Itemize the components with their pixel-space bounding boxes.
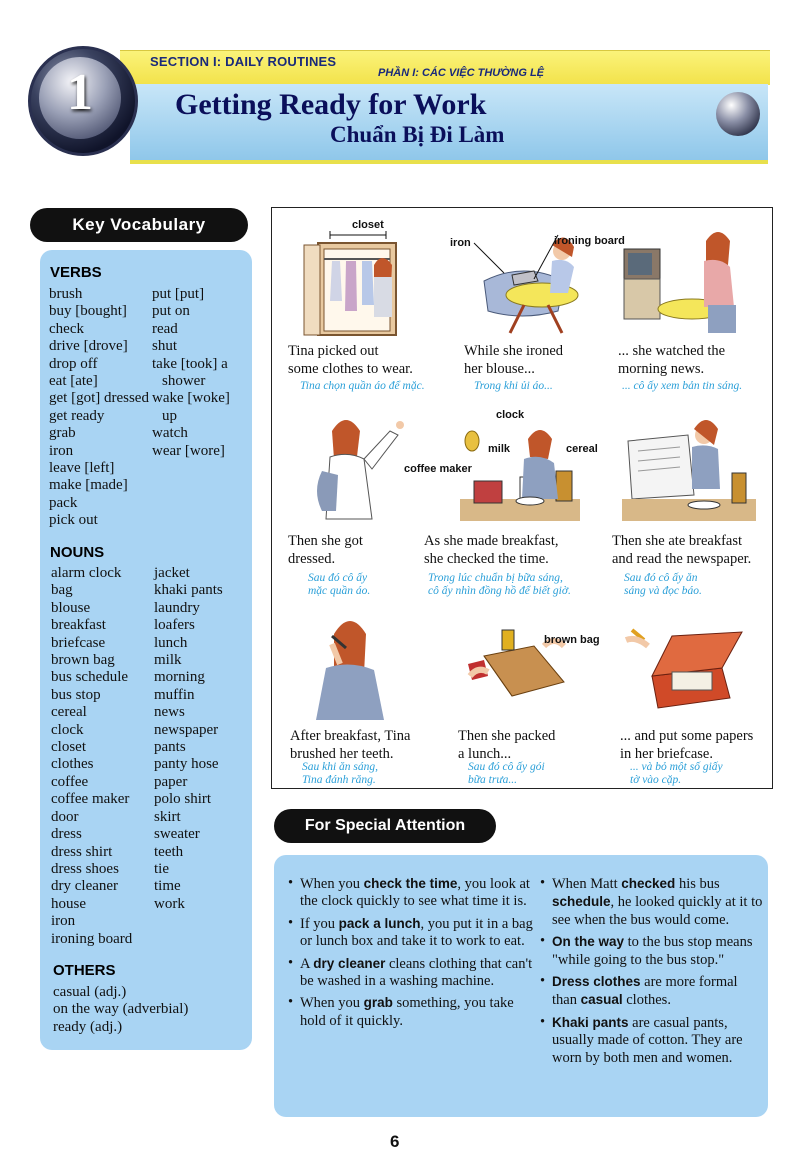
list-item: polo shirt	[154, 791, 212, 808]
page-number: 6	[390, 1132, 400, 1151]
list-item: dry cleaner	[51, 878, 119, 895]
list-item: make [made]	[49, 477, 128, 494]
list-item: alarm clock	[51, 565, 122, 581]
list-item: news	[154, 704, 185, 721]
caption-line: some clothes to wear.	[288, 360, 413, 377]
others-heading: OTHERS	[53, 962, 116, 979]
packing-lunch-illustration	[454, 606, 604, 724]
list-item: • When Matt checked his bus schedule, he looked quickly at it to see when the bus would come.	[540, 875, 763, 928]
caption-line: in her briefcase.	[620, 745, 713, 762]
page-subtitle: Chuẩn Bị Đi Làm	[330, 122, 505, 147]
caption-en	[620, 728, 780, 763]
caption-line: Tina chọn quần áo để mặc.	[300, 380, 425, 392]
story-cell-2	[448, 213, 625, 405]
caption-line: brushed her teeth.	[290, 745, 394, 762]
caption-en	[612, 533, 772, 568]
watching-news-illustration	[612, 221, 762, 339]
list-item: ready (adj.)	[53, 1018, 123, 1035]
page-title: Getting Ready for Work	[175, 88, 487, 121]
list-item: coffee	[51, 773, 89, 790]
label-ironing-board: ironing board	[554, 235, 625, 247]
list-item: briefcase	[51, 634, 106, 651]
list-item: brown bag	[51, 652, 115, 669]
caption-line: Trong lúc chuẩn bị bữa sáng,	[428, 572, 563, 584]
list-item: dress	[51, 826, 82, 843]
list-item: • A dry cleaner cleans clothing that can't be washed in a washing machine.	[288, 954, 533, 990]
list-item: put [put]	[152, 286, 205, 302]
caption-en	[290, 728, 450, 763]
list-item: • On the way to the bus stop means "while going to the bus stop."	[540, 933, 753, 968]
list-item: up	[162, 407, 177, 424]
list-item: • Dress clothes are more formal than casual clothes.	[540, 973, 738, 1009]
list-item: watch	[152, 425, 188, 442]
list-item: read	[152, 320, 178, 337]
caption-en	[288, 343, 448, 378]
label-coffee-maker: coffee maker	[404, 463, 472, 475]
list-item: sweater	[154, 826, 200, 843]
nouns-list-col2	[154, 565, 223, 913]
caption-en	[464, 343, 624, 378]
bullet: •	[288, 914, 294, 931]
bullet: •	[288, 875, 294, 891]
caption-line: and read the newspaper.	[612, 550, 752, 567]
list-item: leave [left]	[49, 460, 115, 477]
caption-line: morning news.	[618, 360, 705, 377]
caption-vi	[308, 572, 370, 598]
caption-vi	[624, 572, 702, 598]
caption-vi	[300, 380, 425, 393]
story-cell-6	[602, 403, 768, 595]
bullet: •	[540, 973, 546, 990]
label-iron: iron	[450, 237, 471, 249]
story-cell-8	[448, 598, 614, 790]
list-item: • If you pack a lunch, you put it in a bag or lunch box and take it to work to eat.	[288, 914, 533, 950]
list-item: on the way (adverbial)	[53, 1001, 189, 1018]
list-item: khaki pants	[154, 582, 223, 599]
key-vocabulary-heading: Key Vocabulary	[30, 208, 248, 242]
list-item: house	[51, 895, 86, 912]
caption-line: Sau đó cô ấy	[308, 572, 368, 584]
list-item: iron	[51, 913, 76, 930]
list-item: ironing board	[51, 930, 133, 947]
story-cell-1	[282, 213, 448, 405]
caption-line: bữa trưa...	[468, 774, 517, 786]
story-cell-5	[404, 403, 598, 597]
list-item: pack	[49, 494, 78, 511]
list-item: time	[154, 878, 181, 895]
list-item: loafers	[154, 617, 195, 634]
special-attention-col2	[540, 875, 766, 1071]
bullet: •	[540, 933, 546, 950]
list-item: coffee maker	[51, 791, 130, 808]
decorative-orb-icon	[716, 92, 760, 136]
bullet: •	[288, 954, 294, 971]
list-item: milk	[154, 652, 182, 669]
caption-line: Trong khi ủi áo...	[474, 380, 553, 392]
caption-line: she checked the time.	[424, 550, 549, 567]
list-item: take [took] a	[152, 355, 228, 372]
list-item: door	[51, 808, 79, 825]
story-panel	[271, 207, 773, 789]
caption-line: Then she ate breakfast	[612, 533, 743, 549]
list-item: iron	[49, 442, 74, 459]
list-item: drive [drove]	[49, 338, 128, 355]
caption-vi	[468, 761, 545, 787]
list-item: bus schedule	[51, 669, 129, 686]
caption-en	[424, 533, 584, 568]
list-item: dress shirt	[51, 843, 113, 860]
caption-line: While she ironed	[464, 343, 564, 359]
bullet: •	[540, 875, 546, 891]
caption-line: tờ vào cặp.	[630, 774, 682, 786]
caption-line: Then she packed	[458, 728, 556, 744]
list-item: dress shoes	[51, 860, 119, 877]
section-title-en: SECTION I: DAILY ROUTINES	[150, 54, 337, 69]
caption-line: Sau đó cô ấy gói	[468, 761, 545, 773]
story-cell-7	[282, 598, 448, 790]
list-item: newspaper	[154, 721, 219, 738]
list-item: buy [bought]	[49, 303, 127, 320]
list-item: • Khaki pants are casual pants, usually made of cotton. They are worn by both men and women.	[540, 1013, 743, 1066]
reading-newspaper-illustration	[608, 411, 758, 529]
caption-vi	[428, 572, 571, 598]
list-item: brush	[49, 286, 83, 302]
caption-line: Sau khi ăn sáng,	[302, 761, 379, 773]
caption-vi	[474, 380, 553, 393]
briefcase-illustration	[612, 606, 762, 724]
list-item: morning	[154, 669, 205, 686]
list-item: bus stop	[51, 686, 101, 703]
story-cell-9	[606, 598, 772, 790]
list-item: shower	[162, 373, 206, 390]
caption-line: After breakfast, Tina	[290, 728, 411, 744]
list-item: put on	[152, 303, 190, 320]
nouns-list-col1	[51, 565, 132, 948]
label-milk: milk	[488, 443, 511, 455]
list-item: closet	[51, 739, 86, 756]
special-attention-heading: For Special Attention	[274, 809, 496, 843]
list-item: wake [woke]	[152, 390, 230, 407]
label-clock: clock	[496, 409, 525, 421]
list-item: muffin	[154, 686, 195, 703]
list-item: wear [wore]	[152, 442, 225, 459]
list-item: skirt	[154, 808, 181, 825]
brushing-teeth-illustration	[288, 606, 438, 724]
caption-line: Sau đó cô ấy ăn	[624, 572, 698, 584]
list-item: drop off	[49, 355, 98, 372]
list-item: paper	[154, 773, 188, 790]
caption-line: dressed.	[288, 550, 336, 567]
caption-en	[618, 343, 778, 378]
caption-line: Tina đánh răng.	[302, 774, 376, 786]
caption-line: ... cô ấy xem bản tin sáng.	[622, 380, 743, 392]
label-cereal: cereal	[566, 443, 598, 455]
caption-line: ... và bỏ một số giấy	[630, 761, 723, 773]
closet-illustration	[288, 221, 438, 339]
list-item: bag	[51, 582, 73, 599]
bullet: •	[288, 994, 294, 1011]
list-item: tie	[154, 860, 169, 877]
verbs-list-col2	[152, 286, 230, 460]
lesson-number: 1	[67, 64, 93, 121]
list-item: clock	[51, 721, 84, 738]
list-item: cereal	[51, 704, 87, 721]
caption-vi	[302, 761, 378, 787]
list-item: breakfast	[51, 617, 106, 634]
caption-line: As she made breakfast,	[424, 533, 559, 549]
list-item: lunch	[154, 634, 188, 651]
others-list	[53, 984, 188, 1036]
list-item: • When you grab something, you take hold of it quickly.	[288, 994, 514, 1029]
list-item: get [got] dressed	[49, 390, 149, 407]
caption-line: cô ấy nhìn đồng hồ để biết giờ.	[428, 585, 571, 597]
list-item: get ready	[49, 407, 105, 424]
list-item: laundry	[154, 599, 200, 616]
lesson-badge-inner	[39, 57, 121, 139]
caption-vi	[622, 380, 742, 393]
special-attention-col1	[288, 875, 540, 1034]
caption-line: mặc quần áo.	[308, 585, 371, 597]
list-item: pants	[154, 739, 186, 756]
list-item: eat [ate]	[49, 373, 98, 390]
caption-en	[458, 728, 618, 763]
caption-line: Then she got	[288, 533, 363, 549]
list-item: blouse	[51, 599, 91, 616]
caption-vi	[630, 761, 723, 787]
list-item: check	[49, 320, 84, 337]
list-item: pick out	[49, 512, 98, 529]
caption-line: a lunch...	[458, 745, 512, 762]
list-item: teeth	[154, 843, 184, 860]
caption-line: her blouse...	[464, 360, 535, 377]
caption-line: ... and put some papers	[620, 728, 754, 744]
list-item: casual (adj.)	[53, 984, 127, 1000]
label-closet: closet	[352, 219, 384, 231]
list-item: grab	[49, 425, 76, 442]
list-item: • When you check the time, you look at the clock quickly to see what time it is.	[288, 875, 530, 910]
bullet: •	[540, 1013, 546, 1030]
caption-line: ... she watched the	[618, 343, 726, 359]
list-item: clothes	[51, 756, 94, 773]
lesson-badge	[28, 46, 138, 156]
verbs-list-col1	[49, 286, 149, 530]
list-item: shut	[152, 338, 178, 355]
caption-line: sáng và đọc báo.	[624, 585, 702, 597]
story-cell-3	[606, 213, 772, 405]
list-item: work	[154, 895, 185, 912]
list-item: panty hose	[154, 756, 219, 773]
nouns-heading: NOUNS	[50, 544, 105, 561]
section-title-vi: PHẦN I: CÁC VIỆC THƯỜNG LỆ	[378, 67, 544, 79]
list-item: jacket	[154, 565, 190, 581]
label-brown-bag: brown bag	[544, 634, 600, 646]
caption-line: Tina picked out	[288, 343, 379, 359]
verbs-heading: VERBS	[50, 264, 102, 281]
